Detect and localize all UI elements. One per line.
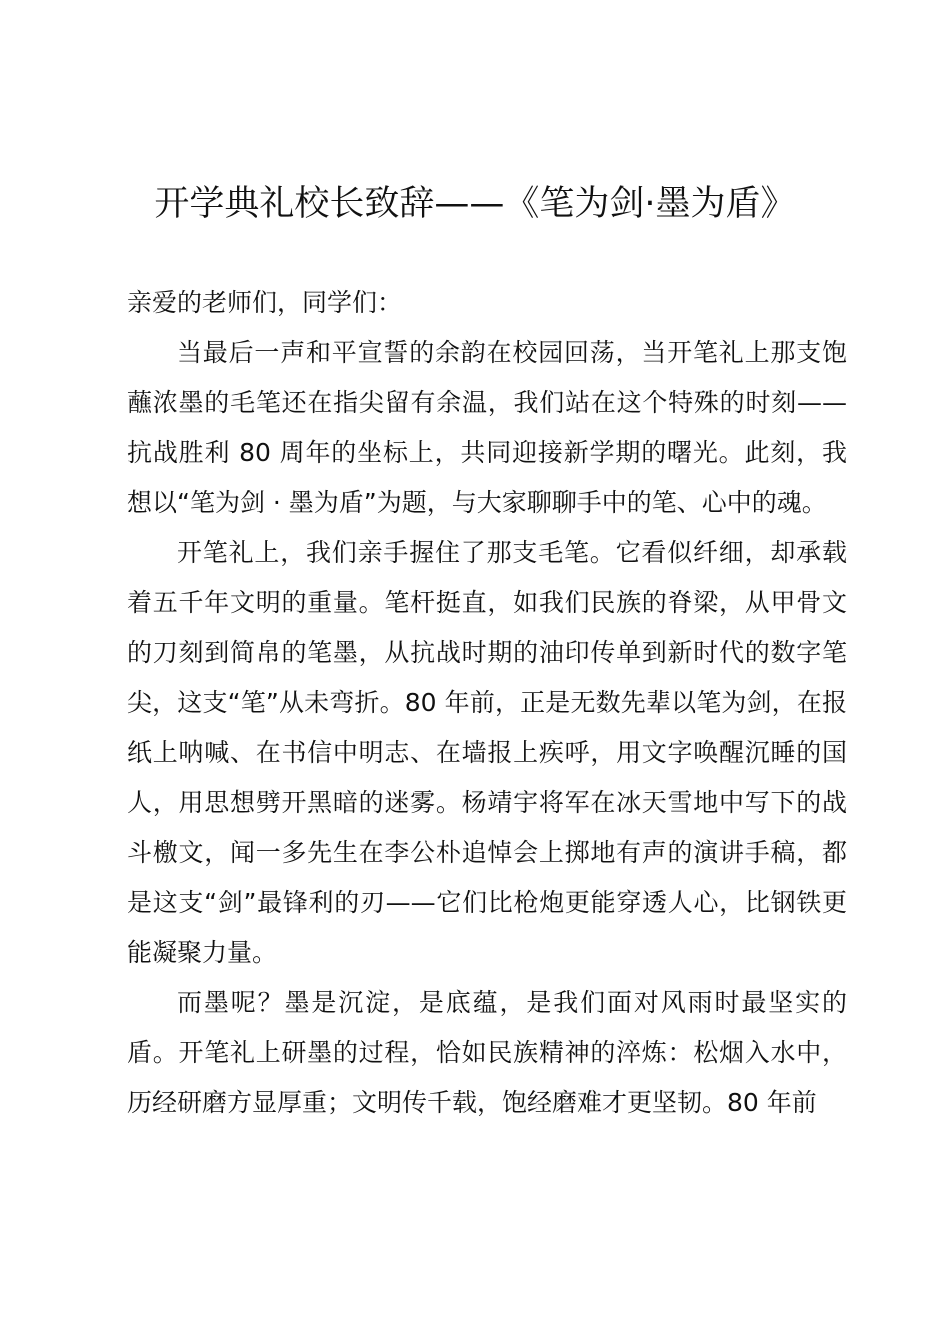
paragraph-2: 开笔礼上，我们亲手握住了那支毛笔。它看似纤细，却承载着五千年文明的重量。笔杆挺直，如我们民族的脊梁，从甲骨文的刀刻到简帛的笔墨，从抗战时期的油印传单到新时代的数字笔尖，这支“笔”从未弯折。80 年前，正是无数先辈以笔为剑，在报纸上呐喊、在书信中明志、在墙报上疾呼，用文字唤醒沉睡的国人，用思想劈开黑暗的迷雾。杨靖宇将军在冰天雪地中写下的战斗檄文，闻一多先生在李公朴追悼会上掷地有声的演讲手稿，都是这支“剑”最锋利的刃——它们比枪炮更能穿透人心，比钢铁更能凝聚力量。 — [127, 538, 847, 967]
document-title: 开学典礼校长致辞——《笔为剑·墨为盾》 — [154, 184, 796, 224]
paragraph-3: 而墨呢？墨是沉淀，是底蕴，是我们面对风雨时最坚实的盾。开笔礼上研墨的过程，恰如民族精神的淬炼：松烟入水中，历经研磨方显厚重；文明传千载，饱经磨难才更坚韧。80 年前 — [127, 988, 847, 1117]
document-body — [127, 278, 847, 1128]
paragraph-1: 当最后一声和平宣誓的余韵在校园回荡，当开笔礼上那支饱蘸浓墨的毛笔还在指尖留有余温，我们站在这个特殊的时刻——抗战胜利 80 周年的坐标上，共同迎接新学期的曙光。此刻，我想以“笔为剑 · 墨为盾”为题，与大家聊聊手中的笔、心中的魂。 — [127, 338, 847, 517]
greeting: 亲爱的老师们，同学们： — [127, 288, 403, 317]
